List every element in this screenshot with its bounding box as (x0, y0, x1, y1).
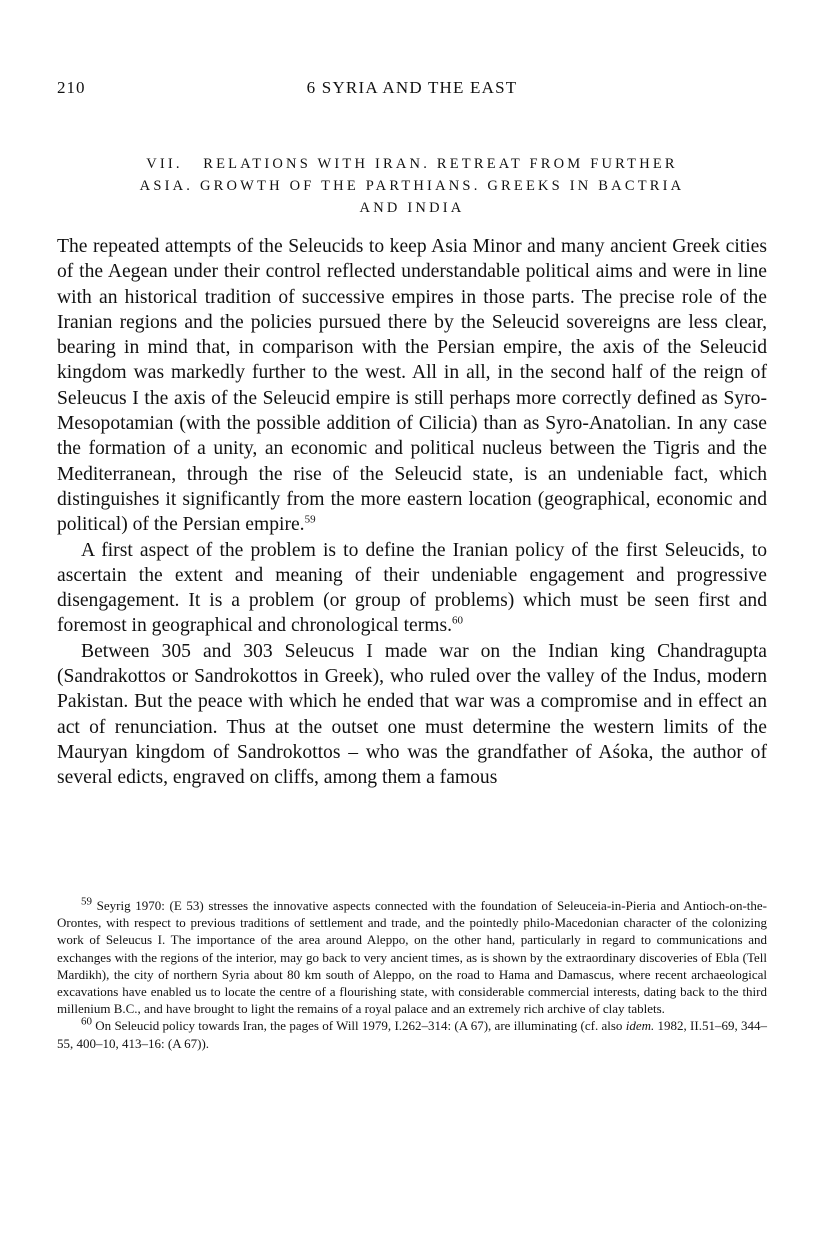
paragraph (57, 538, 767, 639)
footnote-text: On Seleucid policy towards Iran, the pages of Will 1979, I.262–314: (A 67), are illuminating (cf. also (95, 1018, 626, 1034)
section-heading-line: ASIA. GROWTH OF THE PARTHIANS. GREEKS IN BACTRIA (139, 178, 685, 194)
section-heading (57, 153, 767, 219)
paragraph-text: A first aspect of the problem is to define the Iranian policy of the first Seleucids, to ascertain the extent and meaning of their undeniable engagement and progressive disengagement. It is a problem (or group of problems) which must be seen first and foremost in geographical and chronological terms. (57, 539, 767, 637)
section-heading-line: VII. RELATIONS WITH IRAN. RETREAT FROM FURTHER (146, 156, 678, 172)
paragraph-text: Between 305 and 303 Seleucus I made war on the Indian king Chandragupta (Sandrakottos or Sandrokottos in Greek), who ruled over the valley of the Indus, modern Pakistan. But the peace with which he ended that war was a compromise and in effect an act of renunciation. Thus at the outset one must determine the western limits of the Mauryan kingdom of Sandrokottos – who was the grandfather of Aśoka, the author of several edicts, engraved on cliffs, among them a famous (57, 640, 767, 789)
footnote-ref[interactable]: 60 (452, 614, 464, 627)
footnote-marker: 59 (81, 895, 92, 908)
paragraph (57, 639, 767, 791)
footnote-text: 1982, II.51–69, 344–55, 400–10, 413–16: (A 67)). (57, 1018, 767, 1051)
paragraph-text: The repeated attempts of the Seleucids to keep Asia Minor and many ancient Greek cities of the Aegean under their control reflected understandable political aims and were in line with an historical tradition of successive empires in those parts. The precise role of the Iranian regions and the policies pursued there by the Seleucid sovereigns are less clear, bearing in mind that, in comparison with the Persian empire, the axis of the Seleucid kingdom was markedly further to the west. All in all, in the second half of the reign of Seleucus I the axis of the Seleucid empire is still perhaps more correctly defined as Syro-Mesopotamian (with the possible addition of Cilicia) than as Syro-Anatolian. In any case the formation of a unity, an economic and political nucleus between the Tigris and the Mediterranean, through the rise of the Seleucid state, is an undeniable fact, which distinguishes it significantly from the more eastern location (geographical, economic and political) of the Persian empire. (57, 236, 767, 536)
paragraph (57, 234, 767, 538)
footnotes (57, 897, 767, 1052)
page-number: 210 (57, 78, 86, 97)
footnote-59 (57, 897, 767, 1017)
footnote-text: Seyrig 1970: (E 53) stresses the innovative aspects connected with the foundation of Seleuceia-in-Pieria and Antioch-on-the-Orontes, with respect to previous traditions of settlement and trade, and the pointedly philo-Macedonian character of the colonizing work of Seleucus I. The importance of the area around Aleppo, on the other hand, particularly in regard to communications and exchanges with the regions of the interior, may go back to very ancient times, as is shown by the extraordinary discoveries of Ebla (Tell Mardikh), the city of northern Syria about 80 km south of Aleppo, on the road to Hama and Damascus, where recent archaeological excavations have enabled us to locate the centre of a flourishing state, with considerable commercial interests, dating back to the third millenium B.C., and have brought to light the remains of a royal palace and an extremely rich archive of clay tablets. (57, 898, 767, 1017)
page-header (57, 78, 767, 102)
body-text (57, 234, 767, 791)
footnote-idem: idem. (625, 1018, 655, 1034)
footnote-marker: 60 (81, 1016, 92, 1029)
running-head: 6 SYRIA AND THE EAST (306, 78, 518, 97)
section-heading-line: AND INDIA (359, 200, 465, 216)
footnote-ref[interactable]: 59 (304, 513, 316, 526)
footnote-60 (57, 1017, 767, 1051)
